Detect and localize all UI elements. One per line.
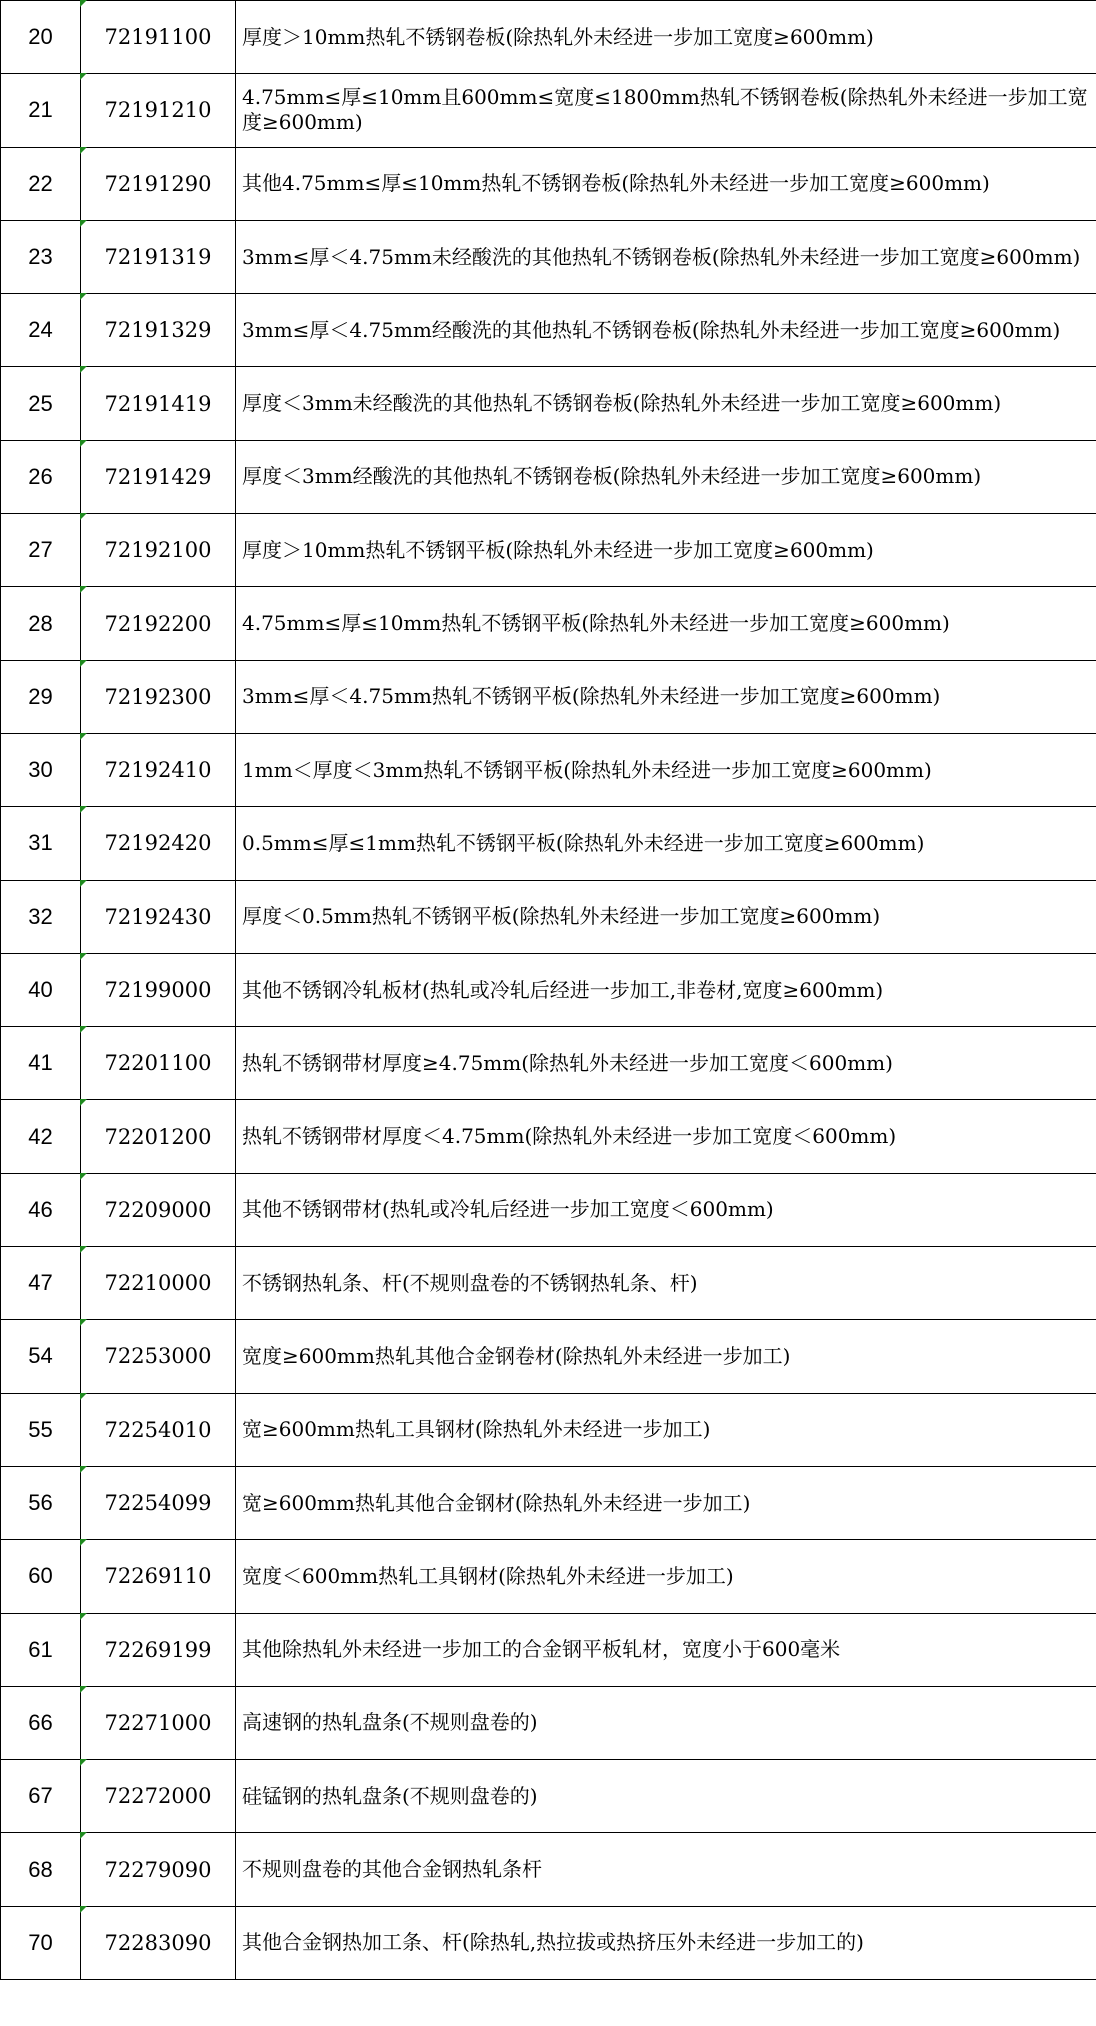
hs-code-cell: 72254099 — [81, 1466, 236, 1539]
description-cell: 热轧不锈钢带材厚度≥4.75mm(除热轧外未经进一步加工宽度＜600mm) — [236, 1027, 1096, 1100]
table-row — [1, 1466, 1096, 1539]
hs-code-cell: 72283090 — [81, 1906, 236, 1979]
table-row — [1, 660, 1096, 733]
hs-code-cell: 72254010 — [81, 1393, 236, 1466]
table-row — [1, 1833, 1096, 1906]
row-number-cell: 61 — [1, 1613, 81, 1686]
row-number-cell: 29 — [1, 660, 81, 733]
row-number-cell: 66 — [1, 1686, 81, 1759]
description-cell: 不规则盘卷的其他合金钢热轧条杆 — [236, 1833, 1096, 1906]
hs-code-cell: 72201100 — [81, 1027, 236, 1100]
table-row — [1, 1760, 1096, 1833]
hs-code-cell: 72192300 — [81, 660, 236, 733]
description-cell: 宽≥600mm热轧工具钢材(除热轧外未经进一步加工) — [236, 1393, 1096, 1466]
description-cell: 3mm≤厚＜4.75mm热轧不锈钢平板(除热轧外未经进一步加工宽度≥600mm) — [236, 660, 1096, 733]
row-number-cell: 27 — [1, 514, 81, 587]
table-row — [1, 880, 1096, 953]
table-row — [1, 220, 1096, 293]
row-number-cell: 68 — [1, 1833, 81, 1906]
table-row — [1, 953, 1096, 1026]
row-number-cell: 26 — [1, 440, 81, 513]
table-row — [1, 1247, 1096, 1320]
hs-code-cell: 72191100 — [81, 1, 236, 74]
description-cell: 其他合金钢热加工条、杆(除热轧,热拉拔或热挤压外未经进一步加工的) — [236, 1906, 1096, 1979]
table-row — [1, 1686, 1096, 1759]
hs-code-cell: 72253000 — [81, 1320, 236, 1393]
hs-code-cell: 72269110 — [81, 1540, 236, 1613]
table-row — [1, 1393, 1096, 1466]
hs-code-cell: 72191419 — [81, 367, 236, 440]
hs-code-cell: 72272000 — [81, 1760, 236, 1833]
hs-code-cell: 72269199 — [81, 1613, 236, 1686]
table-row — [1, 1, 1096, 74]
table-row — [1, 1173, 1096, 1246]
table-row — [1, 147, 1096, 220]
hs-code-cell: 72191210 — [81, 74, 236, 147]
hs-code-cell: 72192200 — [81, 587, 236, 660]
description-cell: 厚度＞10mm热轧不锈钢平板(除热轧外未经进一步加工宽度≥600mm) — [236, 514, 1096, 587]
description-cell: 1mm＜厚度＜3mm热轧不锈钢平板(除热轧外未经进一步加工宽度≥600mm) — [236, 733, 1096, 806]
table-row — [1, 733, 1096, 806]
hs-code-cell: 72201200 — [81, 1100, 236, 1173]
hs-code-cell: 72192410 — [81, 733, 236, 806]
description-cell: 0.5mm≤厚≤1mm热轧不锈钢平板(除热轧外未经进一步加工宽度≥600mm) — [236, 807, 1096, 880]
row-number-cell: 28 — [1, 587, 81, 660]
hs-code-cell: 72279090 — [81, 1833, 236, 1906]
description-cell: 厚度＜3mm经酸洗的其他热轧不锈钢卷板(除热轧外未经进一步加工宽度≥600mm) — [236, 440, 1096, 513]
row-number-cell: 30 — [1, 733, 81, 806]
row-number-cell: 54 — [1, 1320, 81, 1393]
description-cell: 厚度＞10mm热轧不锈钢卷板(除热轧外未经进一步加工宽度≥600mm) — [236, 1, 1096, 74]
table-row — [1, 294, 1096, 367]
description-cell: 宽度≥600mm热轧其他合金钢卷材(除热轧外未经进一步加工) — [236, 1320, 1096, 1393]
row-number-cell: 42 — [1, 1100, 81, 1173]
description-cell: 宽≥600mm热轧其他合金钢材(除热轧外未经进一步加工) — [236, 1466, 1096, 1539]
row-number-cell: 67 — [1, 1760, 81, 1833]
table-row — [1, 1027, 1096, 1100]
table-row — [1, 1320, 1096, 1393]
table-row — [1, 74, 1096, 147]
table-body — [1, 1, 1096, 1980]
description-cell: 4.75mm≤厚≤10mm热轧不锈钢平板(除热轧外未经进一步加工宽度≥600mm) — [236, 587, 1096, 660]
hs-code-cell: 72191329 — [81, 294, 236, 367]
description-cell: 厚度＜3mm未经酸洗的其他热轧不锈钢卷板(除热轧外未经进一步加工宽度≥600mm) — [236, 367, 1096, 440]
description-cell: 宽度＜600mm热轧工具钢材(除热轧外未经进一步加工) — [236, 1540, 1096, 1613]
hs-code-cell: 72192420 — [81, 807, 236, 880]
row-number-cell: 21 — [1, 74, 81, 147]
table-row — [1, 587, 1096, 660]
row-number-cell: 41 — [1, 1027, 81, 1100]
table-row — [1, 1100, 1096, 1173]
description-cell: 3mm≤厚＜4.75mm未经酸洗的其他热轧不锈钢卷板(除热轧外未经进一步加工宽度≥600mm) — [236, 220, 1096, 293]
description-cell: 其他除热轧外未经进一步加工的合金钢平板轧材，宽度小于600毫米 — [236, 1613, 1096, 1686]
row-number-cell: 32 — [1, 880, 81, 953]
row-number-cell: 60 — [1, 1540, 81, 1613]
description-cell: 其他不锈钢冷轧板材(热轧或冷轧后经进一步加工,非卷材,宽度≥600mm) — [236, 953, 1096, 1026]
row-number-cell: 46 — [1, 1173, 81, 1246]
table-row — [1, 514, 1096, 587]
description-cell: 硅锰钢的热轧盘条(不规则盘卷的) — [236, 1760, 1096, 1833]
row-number-cell: 20 — [1, 1, 81, 74]
hs-code-cell: 72271000 — [81, 1686, 236, 1759]
table-row — [1, 1906, 1096, 1979]
table-row — [1, 1540, 1096, 1613]
row-number-cell: 31 — [1, 807, 81, 880]
row-number-cell: 25 — [1, 367, 81, 440]
row-number-cell: 47 — [1, 1247, 81, 1320]
hs-code-cell: 72191429 — [81, 440, 236, 513]
hs-code-cell: 72210000 — [81, 1247, 236, 1320]
description-cell: 4.75mm≤厚≤10mm且600mm≤宽度≤1800mm热轧不锈钢卷板(除热轧外未经进一步加工宽度≥600mm) — [236, 74, 1096, 147]
description-cell: 不锈钢热轧条、杆(不规则盘卷的不锈钢热轧条、杆) — [236, 1247, 1096, 1320]
table-row — [1, 440, 1096, 513]
table-row — [1, 367, 1096, 440]
description-cell: 其他4.75mm≤厚≤10mm热轧不锈钢卷板(除热轧外未经进一步加工宽度≥600mm) — [236, 147, 1096, 220]
table-row — [1, 807, 1096, 880]
row-number-cell: 56 — [1, 1466, 81, 1539]
row-number-cell: 23 — [1, 220, 81, 293]
row-number-cell: 70 — [1, 1906, 81, 1979]
description-cell: 高速钢的热轧盘条(不规则盘卷的) — [236, 1686, 1096, 1759]
hs-code-cell: 72191290 — [81, 147, 236, 220]
row-number-cell: 22 — [1, 147, 81, 220]
hs-code-cell: 72191319 — [81, 220, 236, 293]
row-number-cell: 40 — [1, 953, 81, 1026]
hs-code-cell: 72192430 — [81, 880, 236, 953]
hs-code-cell: 72199000 — [81, 953, 236, 1026]
row-number-cell: 55 — [1, 1393, 81, 1466]
description-cell: 3mm≤厚＜4.75mm经酸洗的其他热轧不锈钢卷板(除热轧外未经进一步加工宽度≥600mm) — [236, 294, 1096, 367]
description-cell: 厚度＜0.5mm热轧不锈钢平板(除热轧外未经进一步加工宽度≥600mm) — [236, 880, 1096, 953]
hs-code-cell: 72209000 — [81, 1173, 236, 1246]
description-cell: 热轧不锈钢带材厚度＜4.75mm(除热轧外未经进一步加工宽度＜600mm) — [236, 1100, 1096, 1173]
hs-code-cell: 72192100 — [81, 514, 236, 587]
description-cell: 其他不锈钢带材(热轧或冷轧后经进一步加工宽度＜600mm) — [236, 1173, 1096, 1246]
row-number-cell: 24 — [1, 294, 81, 367]
table-row — [1, 1613, 1096, 1686]
